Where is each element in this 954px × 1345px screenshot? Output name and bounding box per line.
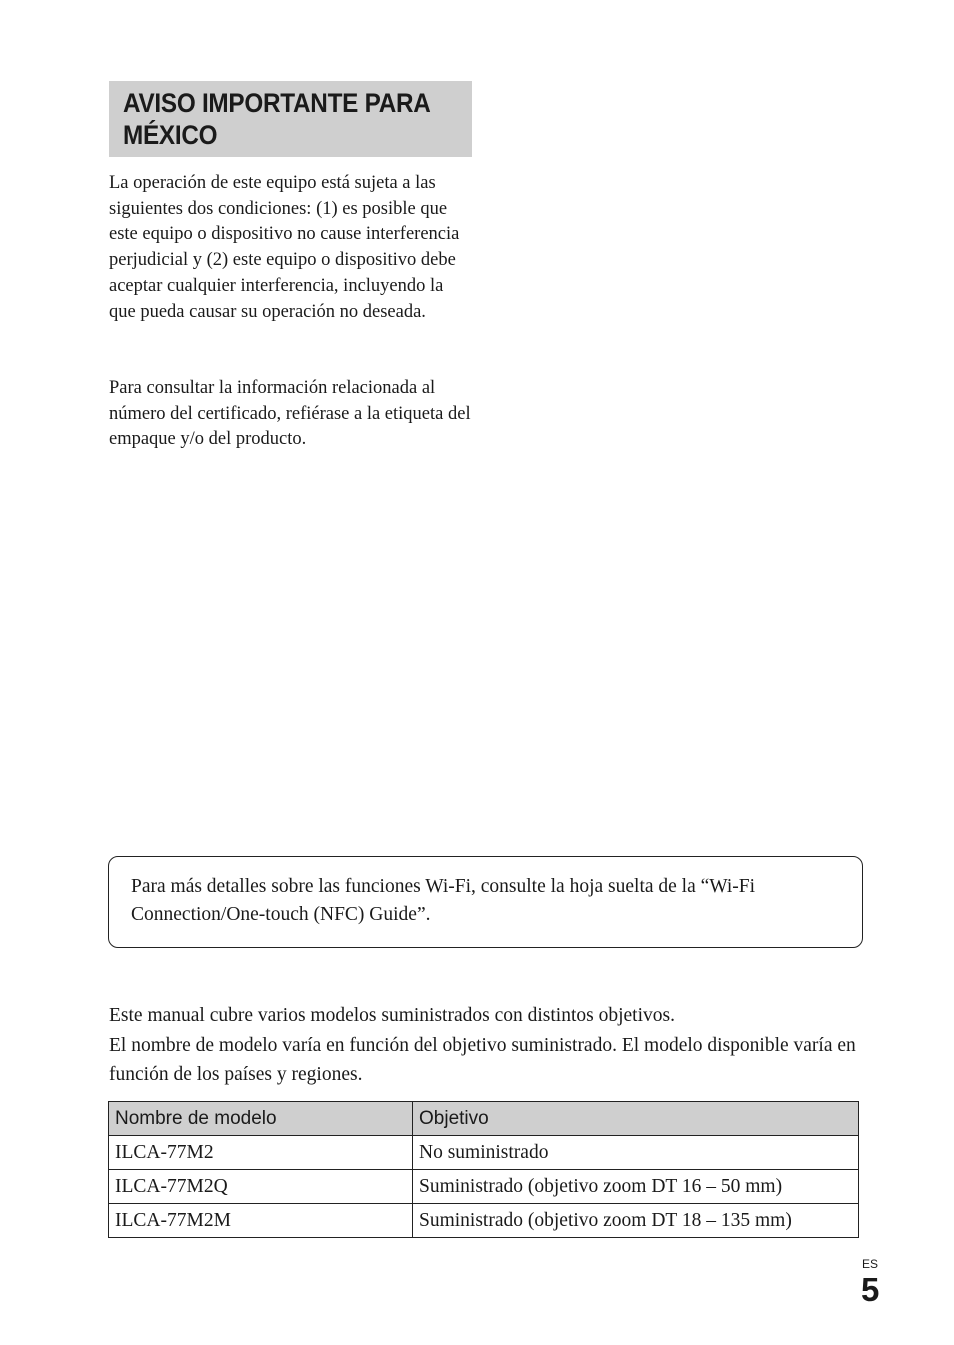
lens-cell: Suministrado (objetivo zoom DT 18 – 135 mm) xyxy=(413,1204,859,1238)
column-header-lens: Objetivo xyxy=(413,1102,859,1136)
table-header-row xyxy=(109,1102,859,1136)
models-intro-line1: Este manual cubre varios modelos suministrados con distintos objetivos. xyxy=(109,1005,675,1026)
section-heading-line1: AVISO IMPORTANTE PARA xyxy=(123,88,431,118)
section-heading-box xyxy=(109,81,472,157)
page-number: 5 xyxy=(861,1271,880,1308)
model-table xyxy=(108,1101,859,1238)
lens-cell: Suministrado (objetivo zoom DT 16 – 50 mm) xyxy=(413,1170,859,1204)
column-header-model: Nombre de modelo xyxy=(109,1102,413,1136)
wifi-note-text: Para más detalles sobre las funciones Wi-Fi, consulte la hoja suelta de la “Wi-Fi Connection/One-touch (NFC) Guide”. xyxy=(131,876,756,925)
models-intro-line2: El nombre de modelo varía en función del objetivo suministrado. El modelo disponible varía en función de los países y regiones. xyxy=(109,1034,856,1085)
lens-cell: No suministrado xyxy=(413,1136,859,1170)
model-cell: ILCA-77M2M xyxy=(109,1204,413,1238)
table-row xyxy=(109,1136,859,1170)
section-heading-line2: MÉXICO xyxy=(123,120,218,150)
wifi-note-box xyxy=(108,856,863,948)
page-language-code: ES xyxy=(862,1257,879,1271)
certificate-paragraph: Para consultar la información relacionada al número del certificado, refiérase a la etiqueta del empaque y/o del producto. xyxy=(109,378,471,450)
conditions-paragraph: La operación de este equipo está sujeta a las siguientes dos condiciones: (1) es posible que este equipo o dispositivo no cause interferencia perjudicial y (2) este equipo o dispositivo debe aceptar cualquier interferencia, incluyendo la que pueda causar su operación no deseada. xyxy=(109,173,460,322)
model-cell: ILCA-77M2Q xyxy=(109,1170,413,1204)
section-heading xyxy=(123,87,431,151)
models-intro xyxy=(109,1001,869,1090)
table-row xyxy=(109,1170,859,1204)
model-cell: ILCA-77M2 xyxy=(109,1136,413,1170)
table-row xyxy=(109,1204,859,1238)
